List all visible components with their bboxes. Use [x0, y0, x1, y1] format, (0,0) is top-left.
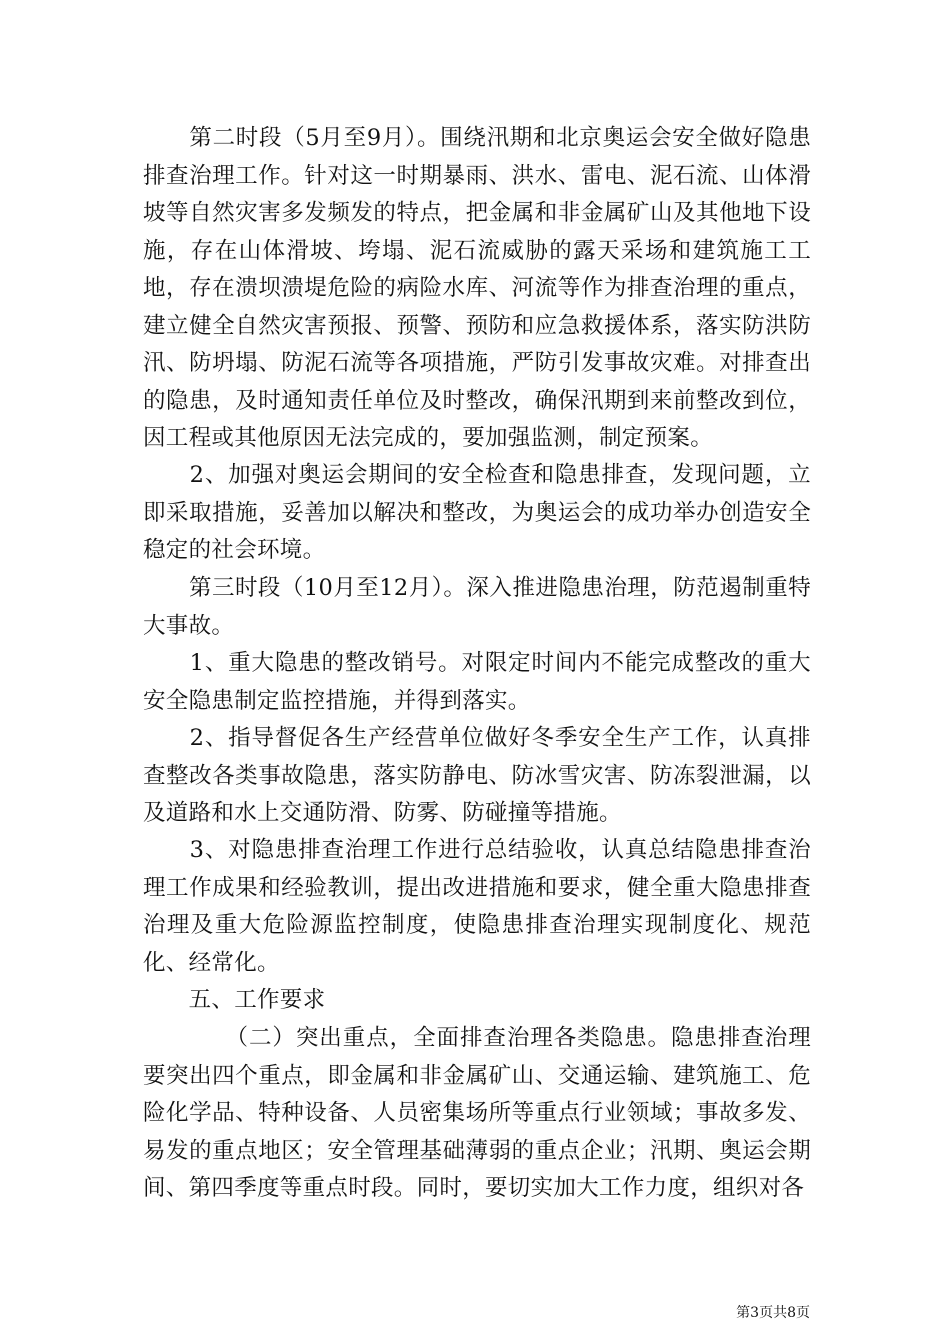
paragraph-period-two: 第二时段（5月至9月）。围绕汛期和北京奥运会安全做好隐患排查治理工作。针对这一时期暴雨、洪水、雷电、泥石流、山体滑坡等自然灾害多发频发的特点，把金属和非金属矿山及其他地下设施，存在山体滑坡、垮塌、泥石流威胁的露天采场和建筑施工工地，存在溃坝溃堤危险的病险水库、河流等作为排查治理的重点，建立健全自然灾害预报、预警、预防和应急救援体系，落实防洪防汛、防坍塌、防泥石流等各项措施，严防引发事故灾难。对排查出的隐患，及时通知责任单位及时整改，确保汛期到来前整改到位，因工程或其他原因无法完成的，要加强监测，制定预案。 [143, 125, 811, 451]
paragraph-olympics-inspection: 2、加强对奥运会期间的安全检查和隐患排查，发现问题，立即采取措施，妥善加以解决和整改，为奥运会的成功举办创造安全稳定的社会环境。 [143, 462, 811, 563]
paragraph-summary-acceptance: 3、对隐患排查治理工作进行总结验收，认真总结隐患排查治理工作成果和经验教训，提出改进措施和要求，健全重大隐患排查治理及重大危险源监控制度，使隐患排查治理实现制度化、规范化、经常化。 [143, 837, 811, 976]
paragraph-period-three: 第三时段（10月至12月）。深入推进隐患治理，防范遏制重特大事故。 [143, 575, 811, 639]
paragraph-major-hazard-rectification: 1、重大隐患的整改销号。对限定时间内不能完成整改的重大安全隐患制定监控措施，并得到落实。 [143, 650, 811, 714]
section-heading-work-requirements: 五、工作要求 [143, 987, 326, 1013]
page-number-footer: 第3页共8页 [736, 1305, 810, 1321]
paragraph-winter-safety: 2、指导督促各生产经营单位做好冬季安全生产工作，认真排查整改各类事故隐患，落实防静电、防冰雪灾害、防冻裂泄漏，以及道路和水上交通防滑、防雾、防碰撞等措施。 [143, 725, 811, 826]
paragraph-key-points: （二）突出重点，全面排查治理各类隐患。隐患排查治理要突出四个重点，即金属和非金属矿山、交通运输、建筑施工、危险化学品、特种设备、人员密集场所等重点行业领域；事故多发、易发的重点地区；安全管理基础薄弱的重点企业；汛期、奥运会期间、第四季度等重点时段。同时，要切实加大工作力度，组织对各 [143, 1025, 811, 1201]
